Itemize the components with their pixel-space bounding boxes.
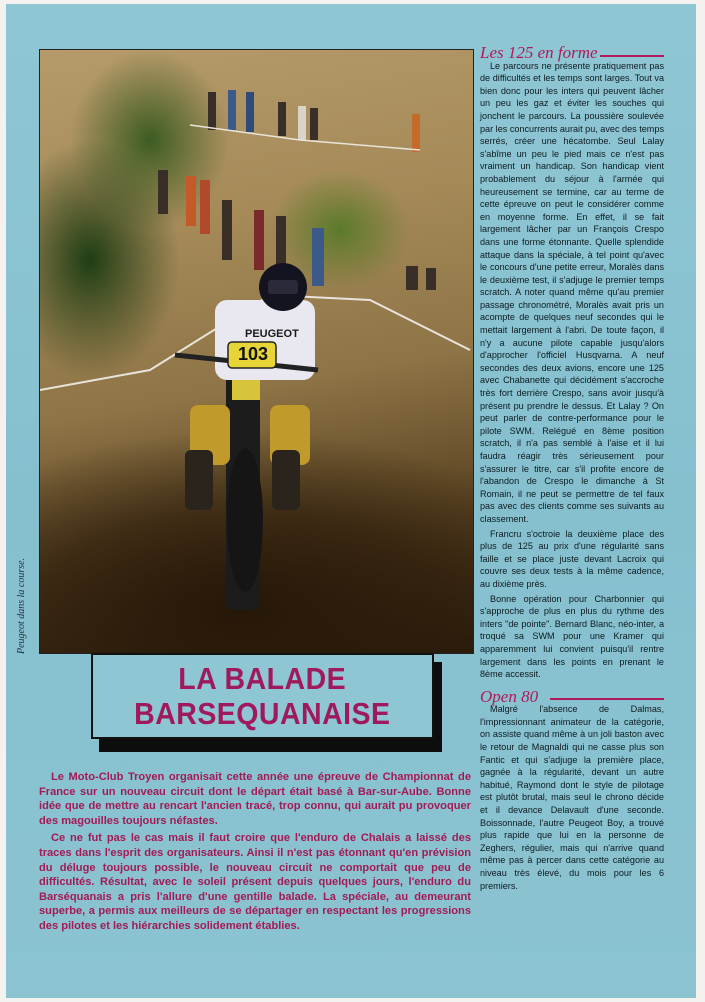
- body-paragraph: Le parcours ne présente pratiquement pas de difficultés et les temps sont larges. Tout va bien donc pour les inters qui peuvent lâcher un peu les gaz et éviter les souches qui jonchent le parcours. La poussière soulevée par les concurrents aurait pu, avec des temps serrés, créer une hécatombe. Seul Lalay s'abîme un peu le pied mais ce n'est pas vraiment un handicap. Son handicap vient probablement du séjour à l'armée qui heureusement se termine, car au terme de cette épreuve on peut le considérer comme en moyenne forme. En effet, il se fait largement lâcher par un François Crespo dans une forme étonnante. Quelle splendide attaque dans la spéciale, à tel point qu'avec le concours d'une petite erreur, Moralès dans le deuxième test, il s'adjuge le premier temps scratch. A noter quand même qu'au premier passage chronométré, Moralès avait pris un acompte de quelques neuf secondes qui le mettait largement à l'abri. De toute façon, il n'y a aucune pilote capable jusqu'alors d'approcher l'officiel Husqvarna. A neuf secondes des deux avions, encore une 125 avec Chabanette qui décidément s'accroche très fort derrière Crespo, sans avoir jusqu'à présent pu prendre le dessus. Et Lalay ? On peut parler de contre-performance pour le pilote SWM. Relégué en 8ème position scratch, il n'a pas semblé à l'aise et il lui faudra réagir très sérieusement pour s'assurer le titre, car s'il profite encore de l'abandon de Crespo le dimanche à St Romain, il ne peut se permettre de tel faux pas avec des clients comme ses suivants au classement.: [480, 60, 664, 524]
- intro-text: [39, 770, 471, 937]
- race-photo: [39, 49, 474, 654]
- article-title-line-2: BARSEQUANAISE: [134, 696, 391, 731]
- section-heading-text: Open 80: [480, 686, 539, 706]
- right-column: [480, 43, 664, 894]
- body-paragraph: Malgré l'absence de Dalmas, l'impressionnant animateur de la catégorie, on assiste quand même à un joli baston avec le retour de Magnaldi qui ne casse plus son Fantic et qui s'adjuge la première place, gagnée à la régularité, devant un autre habitué, Raymond dont le style de pilotage est plutôt brutal, mais seul le chrono décide et il devance Delavault d'une seconde. Boissonnade, l'autre Peugeot Boy, a trouvé plus rapide que lui en la personne de Zeghers, régulier, mais qui n'arrive quand même pas à percer dans cette catégorie au niveau très élevé, du mois pour les 6 premiers.: [480, 704, 664, 891]
- section-heading-text: Les 125 en forme: [480, 43, 598, 62]
- jersey-text: PEUGEOT: [245, 328, 299, 340]
- body-paragraph: Bonne opération pour Charbonnier qui s'approche de plus en plus du rythme des inters "de pointe". Bernard Blanc, néo-inter, a troqué sa SWM pour une Kramer qui apparemment lui convient puisqu'il rentre largement dans les points en prenant le 8ème accessit.: [480, 593, 664, 680]
- section-heading: [480, 43, 664, 62]
- heading-rule: [600, 55, 664, 57]
- article-title-line-1: LA BALADE: [178, 661, 347, 696]
- section-heading: [480, 686, 664, 706]
- intro-paragraph: Le Moto-Club Troyen organisait cette année une épreuve de Championnat de France sur un nouveau circuit dont le départ était basé à Bar-sur-Aube. Bonne idée que de mettre au rencart l'ancien tracé, trop connu, qui aurait pu provoquer des magouilles toujours néfastes.: [39, 771, 471, 827]
- race-photo-illustration: [40, 50, 473, 653]
- magazine-page: [6, 4, 696, 998]
- heading-rule: [550, 698, 664, 700]
- article-title-box: [91, 653, 434, 739]
- number-plate: 103: [238, 344, 269, 364]
- photo-caption: Peugeot dans la course.: [16, 557, 27, 654]
- body-paragraph: Francru s'octroie la deuxième place des plus de 125 au prix d'une régularité sans faille et se place juste devant Lacroix qui couvre ses deux tests à la même cadence, au dixième près.: [480, 528, 664, 589]
- intro-paragraph: Ce ne fut pas le cas mais il faut croire que l'enduro de Chalais a laissé des traces dans l'esprit des organisateurs. Ainsi il n'est pas étonnant qu'en prévision du déluge toujours possible, le nouveau circuit ne comportait que peu de difficultés. Résultat, avec le soleil présent depuis quelques jours, l'enduro du Barséquanais a pris l'allure d'une gentille balade. La spéciale, au demeurant superbe, a permis aux meilleurs de se départager en respectant les progressions des pilotes et les hiérarchies solidement établies.: [39, 832, 471, 932]
